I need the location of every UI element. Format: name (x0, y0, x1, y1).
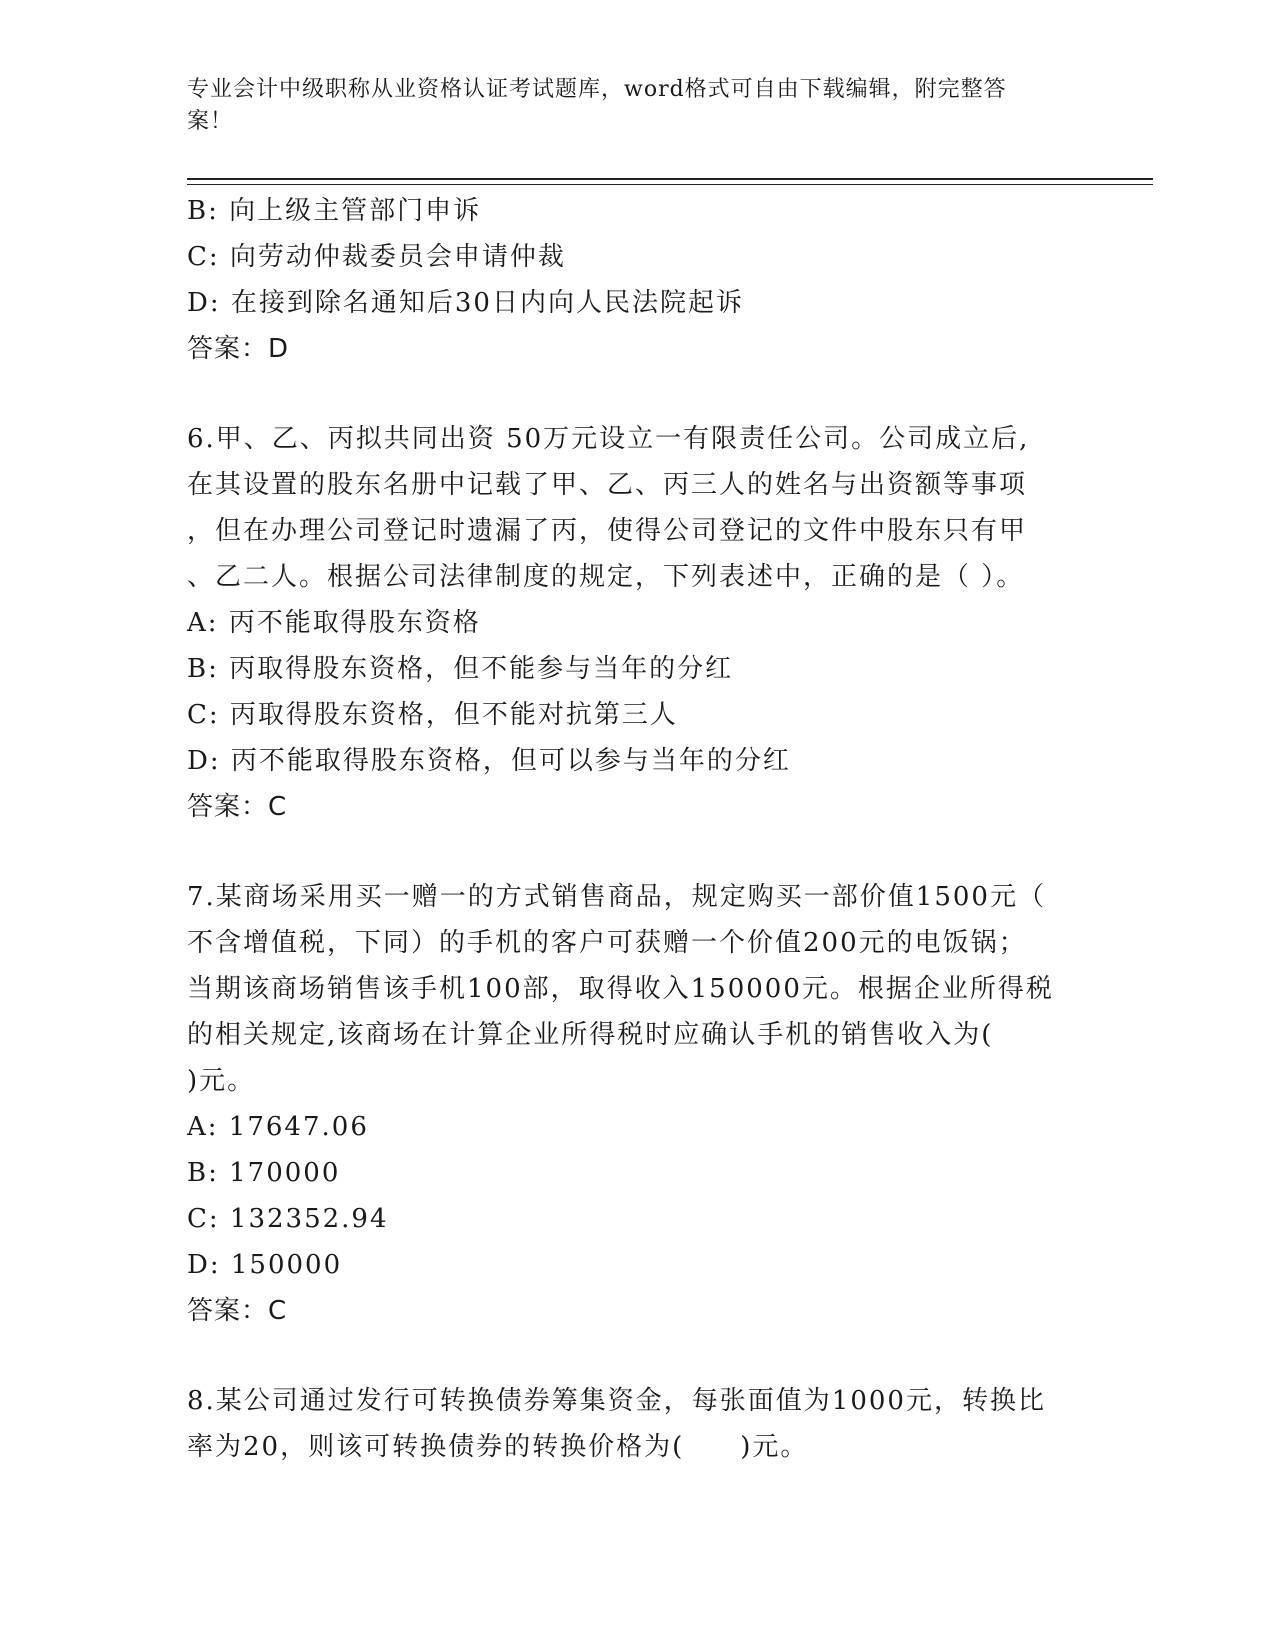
question-stem-line: 当期该商场销售该手机100部，取得收入150000元。根据企业所得税 (187, 974, 1054, 1004)
option-c: C: 向劳动仲裁委员会申请仲裁 (187, 242, 566, 272)
question-7 (187, 874, 1067, 1334)
option-c: C: 132352.94 (187, 1204, 389, 1234)
answer-line: 答案：C (187, 792, 288, 822)
spacer (187, 1334, 1067, 1378)
question-stem-line: 7.某商场采用买一赠一的方式销售商品，规定购买一部价值1500元（ (187, 882, 1046, 912)
option-c: C: 丙取得股东资格，但不能对抗第三人 (187, 700, 678, 730)
option-d: D: 150000 (187, 1250, 343, 1280)
option-b: B: 向上级主管部门申诉 (187, 196, 482, 226)
option-a: A: 17647.06 (187, 1112, 369, 1142)
question-stem-line: 6.甲、乙、丙拟共同出资 50万元设立一有限责任公司。公司成立后, (187, 424, 1030, 454)
spacer (187, 372, 1067, 416)
header-rule-thick (187, 178, 1153, 180)
answer-line: 答案：D (187, 334, 290, 364)
option-d: D: 在接到除名通知后30日内向人民法院起诉 (187, 288, 744, 318)
header-rule-thin (187, 184, 1153, 185)
question-stem-line: 在其设置的股东名册中记载了甲、乙、丙三人的姓名与出资额等事项 (187, 470, 1028, 500)
question-stem-line: )元。 (187, 1066, 256, 1096)
question-5-tail (187, 188, 1067, 372)
option-b: B: 170000 (187, 1158, 341, 1188)
option-b: B: 丙取得股东资格，但不能参与当年的分红 (187, 654, 734, 684)
spacer (187, 830, 1067, 874)
page-header (187, 74, 1057, 138)
question-6 (187, 416, 1067, 830)
question-stem-line: 率为20，则该可转换债券的转换价格为( )元。 (187, 1432, 809, 1462)
question-stem-line: ，但在办理公司登记时遗漏了丙，使得公司登记的文件中股东只有甲 (187, 516, 1028, 546)
option-a: A: 丙不能取得股东资格 (187, 608, 481, 638)
question-8 (187, 1378, 1067, 1470)
answer-line: 答案：C (187, 1296, 288, 1326)
question-content (187, 188, 1067, 1470)
question-stem-line: 的相关规定,该商场在计算企业所得税时应确认手机的销售收入为( (187, 1020, 994, 1050)
option-d: D: 丙不能取得股东资格，但可以参与当年的分红 (187, 746, 791, 776)
question-stem-line: 不含增值税，下同）的手机的客户可获赠一个价值200元的电饭锅； (187, 928, 1027, 958)
header-line-1: 专业会计中级职称从业资格认证考试题库，word格式可自由下载编辑，附完整答 (187, 77, 1007, 102)
question-stem-line: 、乙二人。根据公司法律制度的规定，下列表述中，正确的是（ ）。 (187, 562, 1025, 592)
question-stem-line: 8.某公司通过发行可转换债券筹集资金，每张面值为1000元，转换比 (187, 1386, 1046, 1416)
header-line-2: 案！ (187, 109, 234, 134)
